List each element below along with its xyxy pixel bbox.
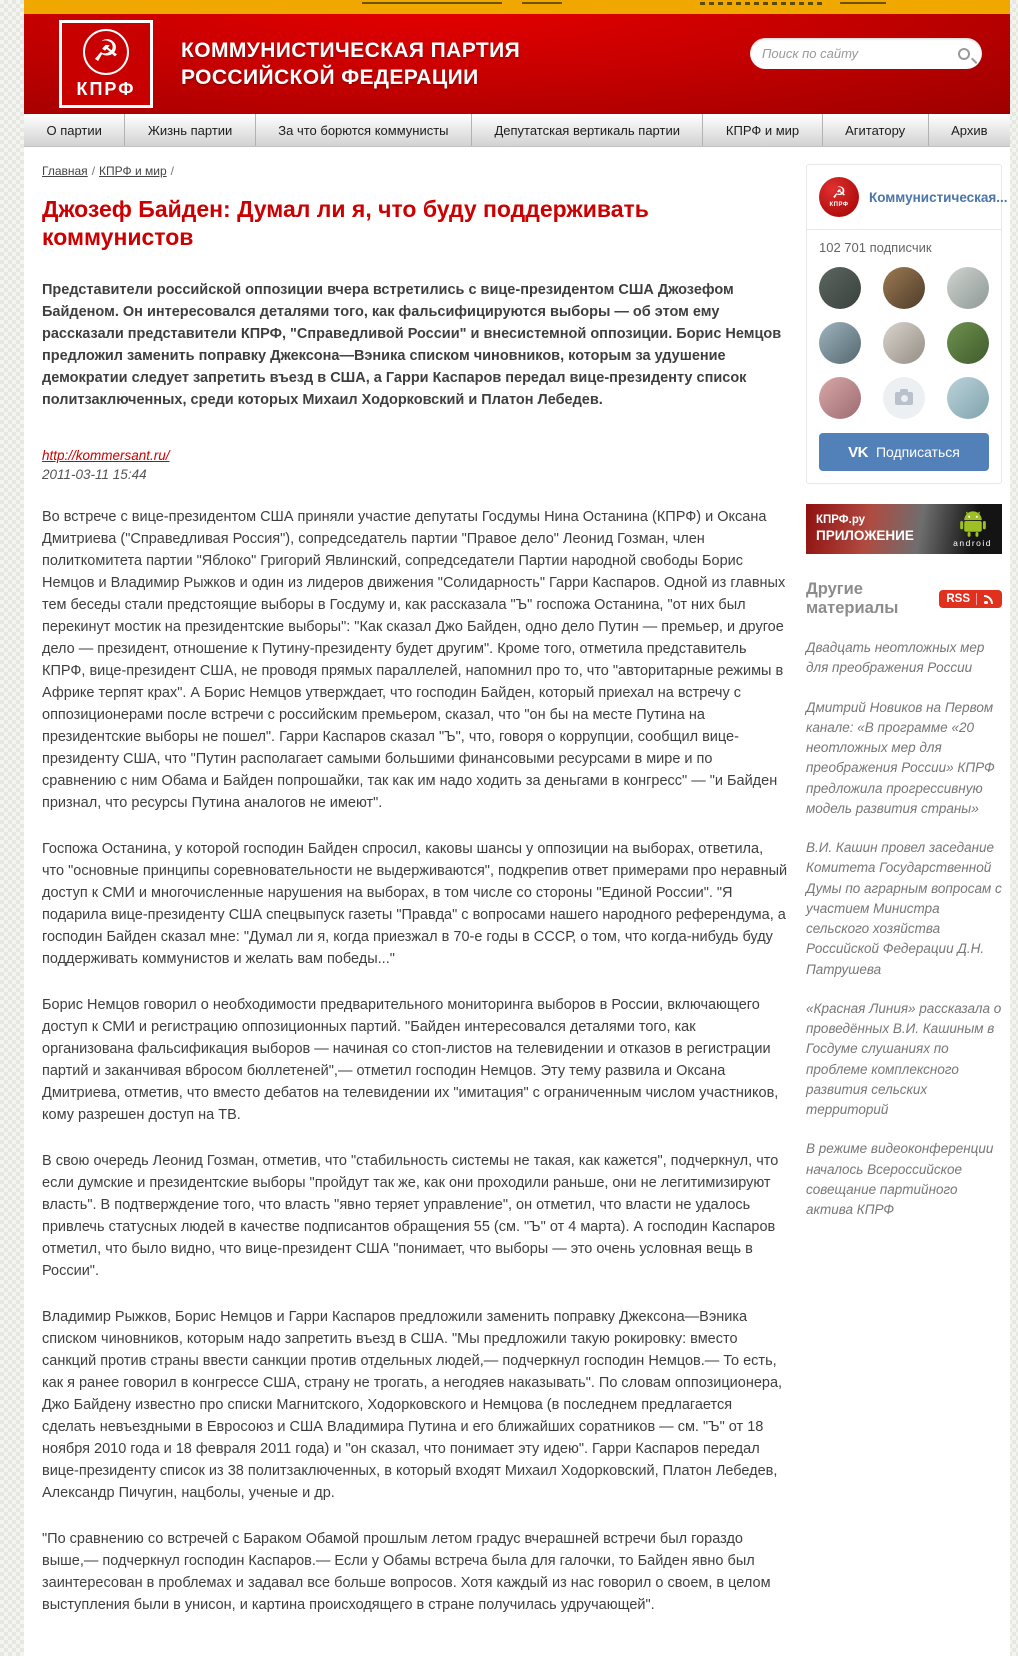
other-material-link[interactable]: В режиме видеоконференции началось Всероссийское совещание партийного актива КПРФ xyxy=(806,1141,994,1217)
page-container xyxy=(24,0,1010,1656)
vk-follower-avatar[interactable] xyxy=(819,322,861,364)
app-banner-text xyxy=(816,513,914,544)
vk-follower-avatar[interactable] xyxy=(883,322,925,364)
nav-item-party-life[interactable]: Жизнь партии xyxy=(125,114,255,146)
source-link[interactable]: http://kommersant.ru/ xyxy=(42,448,170,464)
site-title-line1: КОММУНИСТИЧЕСКАЯ ПАРТИЯ xyxy=(181,38,521,62)
other-materials-list xyxy=(806,638,1002,1220)
vk-followers-count: 102 701 подписчик xyxy=(819,240,932,255)
cropped-link-fragment xyxy=(362,2,502,4)
cropped-link-fragment xyxy=(840,2,886,4)
article-paragraph: "По сравнению со встречей с Бараком Обамой прошлым летом градус вчерашней встречи был гораздо выше,— подчеркнул господин Каспаров.— Если у Обамы встреча была для галочки, то Байден явно был заинтересован в проблемах и задавал все больше вопросов. Хотя каждый из нас говорил о своем, в целом выступления были в унисон, и картина происходящего в стране получилась удручающей". xyxy=(42,1531,771,1614)
breadcrumb-section-link[interactable]: КПРФ и мир xyxy=(99,164,167,178)
mobile-app-banner[interactable] xyxy=(806,504,1002,554)
vk-logo-icon: VK xyxy=(848,443,868,461)
breadcrumb-home-link[interactable]: Главная xyxy=(42,164,88,178)
vk-community-avatar[interactable] xyxy=(819,177,859,217)
vk-follower-avatar[interactable] xyxy=(947,377,989,419)
sidebar xyxy=(806,164,1008,1616)
article-paragraph: Борис Немцов говорил о необходимости предварительного мониторинга выборов в России, включающего доступ к СМИ и регистрацию оппозиционных партий. "Байден интересовался деталями того, как организована фальсификация выборов — начиная со стоп-листов на телевидении и отказов в регистрации партий и заканчивая вбросом бюллетеней",— отметил господин Немцов. Эту тему развила и Оксана Дмитриева, отметив, что вместо дебатов на телевидении их "имитация" с ограниченным числом участников, кому разрешен доступ на ТВ. xyxy=(42,997,779,1124)
article-paragraph: Владимир Рыжков, Борис Немцов и Гарри Каспаров предложили заменить поправку Джексона—Вэника списком чиновников, которым надо запретить въезд в США. "Мы предложили такую рокировку: вместо санкций против страны ввести санкции против отдельных людей,— подчеркнул господин Немцов.— То есть, как я ранее говорил в конгрессе США, страну не трогать, а негодяев наказывать". По словам оппозиционера, Джо Байдену известно про списки Магнитского, Ходорковского и Немцова (в последнем предлагается сделать невъездными в Евросоюз и США Владимира Путина и его ближайших соратников — см. "Ъ" от 18 ноября 2010 года и 18 февраля 2011 года) и "он сказал, что понимает эту идею". Гарри Каспаров передал вице-президенту список из 38 политзаключенных, в который входят Михаил Ходорковский, Платон Лебедев, Александр Пичугин, нацболы, ученые и др. xyxy=(42,1309,783,1502)
nav-item-what-communists-fight-for[interactable]: За что борются коммунисты xyxy=(256,114,472,146)
breadcrumb xyxy=(42,164,788,178)
nav-item-archive[interactable]: Архив xyxy=(951,122,988,138)
top-links-strip-cropped xyxy=(24,0,1010,14)
main-nav xyxy=(24,114,1010,147)
divider xyxy=(807,229,1001,230)
vk-avatar-abbr: КПРФ xyxy=(829,202,849,208)
breadcrumb-separator: / xyxy=(91,164,96,178)
article-paragraph: Госпожа Останина, у которой господин Байден спросил, каковы шансы у оппозиции на выборах, ответила, что "основные принципы соревновательности не выдерживаются", подкрепив ответ примерами про неравный доступ к СМИ и многочисленные нарушения на выборах, в том числе со стороны "Единой России". "Я подарила вице-президенту США спецвыпуск газеты "Правда" с вопросами нашего народного референдума, а господин Байден сказал мне: "Думал ли я, когда приезжал в 70-е годы в СССР, о том, что когда-нибудь буду поддерживать коммунистов и желать вам победы..." xyxy=(42,841,788,968)
app-banner-line1: КПРФ.ру xyxy=(816,514,866,527)
vk-widget-header xyxy=(819,177,1008,217)
other-materials-heading: Другие материалы xyxy=(806,580,899,617)
rss-label: RSS xyxy=(946,593,970,605)
camera-icon xyxy=(895,392,913,405)
article-title: Джозеф Байден: Думал ли я, что буду поддерживать коммунистов xyxy=(42,196,649,250)
breadcrumb-separator: / xyxy=(170,164,174,178)
nav-item-agitator[interactable]: Агитатору xyxy=(823,114,929,146)
other-materials-header xyxy=(806,580,1002,618)
article-lead: Представители российской оппозиции вчера встретились с вице-президентом США Джозефом Байденом. Он интересовался деталями того, как фальсифицируются выборы — об этом ему рассказали представители КПРФ, "Справедливой России" и внесистемной оппозиции. Борис Немцов предложил заменить поправку Джексона—Вэника списком чиновников, которым за удушение демократии следует запретить въезд в США, а Гарри Каспаров передал вице-президенту список политзаключенных, среди которых Михаил Ходорковский и Платон Лебедев. xyxy=(42,282,782,409)
vk-community-widget xyxy=(806,164,1008,484)
article-date: 2011-03-11 15:44 xyxy=(42,467,147,483)
search-icon[interactable] xyxy=(958,48,970,60)
article-paragraph: В свою очередь Леонид Гозман, отметив, что "стабильность системы не такая, как кажется", подчеркнул, что если думские и президентские выборы "пройдут так же, как они проходили раньше, они не легитимизируют власть". В подтверждение того, что власть "явно теряет управление", он отметил, что власти не удалось привлечь статусных людей в качестве подписантов обращения 55 (см. "Ъ" от 4 марта). А господин Каспаров отметил, что было видно, что вице-президент США "понимает, что выборы — это очень условная вещь в России". xyxy=(42,1153,779,1280)
hammer-sickle-icon: ☭ xyxy=(83,29,129,75)
vk-follower-avatar[interactable] xyxy=(883,267,925,309)
vk-follower-avatar-placeholder[interactable] xyxy=(883,377,925,419)
vk-follower-avatar[interactable] xyxy=(947,267,989,309)
other-material-link[interactable]: Дмитрий Новиков на Первом канале: «В программе «20 неотложных мер для преображения России» КПРФ предложила прогрессивную модель развития страны» xyxy=(806,699,995,816)
site-title-line2: РОССИЙСКОЙ ФЕДЕРАЦИИ xyxy=(181,66,479,89)
nav-item-kprf-and-world[interactable]: КПРФ и мир xyxy=(703,114,822,146)
search-input[interactable] xyxy=(762,46,958,61)
article-meta xyxy=(42,447,788,482)
hammer-sickle-icon: ☭ xyxy=(831,185,847,202)
nav-item-about[interactable]: О партии xyxy=(24,114,125,146)
divider xyxy=(976,593,977,605)
nav-item-deputy-vertical[interactable]: Депутатская вертикаль партии xyxy=(472,114,703,146)
vk-follower-avatar[interactable] xyxy=(819,377,861,419)
android-wordmark: android xyxy=(953,538,992,548)
other-material-link[interactable]: «Красная Линия» рассказала о проведённых В.И. Кашиным в Госдуме слушаниях по проблеме комплексного развития сельских территорий xyxy=(806,1000,1002,1117)
site-header xyxy=(24,14,1010,114)
rss-feed-icon xyxy=(983,593,995,605)
vk-follower-avatar[interactable] xyxy=(947,322,989,364)
search-box xyxy=(750,38,982,69)
site-title xyxy=(181,37,520,92)
kprf-logo[interactable] xyxy=(59,20,153,108)
article-paragraph: Во встрече с вице-президентом США приняли участие депутаты Госдумы Нина Останина (КПРФ) и Оксана Дмитриева ("Справедливая Россия"), сопредседатель партии "Правое дело" Леонид Гозман, член политкомитета партии "Яблоко" Григорий Явлинский, сопредседатели Партии народной свободы Борис Немцов и Владимир Рыжков и один из лидеров движения "Солидарность" Гарри Каспаров. Одной из главных тем беседы стали предстоящие выборы в Госдуму и, как рассказала "Ъ" госпожа Останина, "от них был перекинут мостик на президентские выборы": "Как сказал Джо Байден, одно дело Путин — премьер, и другое дело — президент, отношение к Путину-президенту будет другим". Кроме того, отметила представитель КПРФ, вице-президент США, не проводя прямых параллелей, напомнил про то, что "авторитарные режимы в Африке терпят крах". А Борис Немцов утверждает, что господин Байден, который приехал на встречу с оппозиционерами после встречи с российским премьером, сказал, что "он бы на месте Путина на президентские выборы не пошел". Гарри Каспаров сказал "Ъ", что, говоря о коррупции, сообщил вице-президенту США, что "Путин располагает самыми большими финансовыми ресурсами в мире и по сравнению с ним Обама и Байден попрошайки, так как им надо ходить за деньгами в конгресс" — "и Байден признал, что ресурсы Путина аналогов не имеют". xyxy=(42,509,786,812)
vk-follower-avatar[interactable] xyxy=(819,267,861,309)
cropped-link-fragment xyxy=(522,2,562,4)
other-material-link[interactable]: В.И. Кашин провел заседание Комитета Государственной Думы по аграрным вопросам с участием Министра сельского хозяйства Российской Федерации Д.Н. Патрушева xyxy=(806,840,1002,977)
android-logo xyxy=(953,510,992,548)
logo-abbr: КПРФ xyxy=(76,78,136,99)
android-robot-icon xyxy=(959,510,987,537)
article-column xyxy=(42,164,788,1616)
vk-community-name[interactable]: Коммунистическая... xyxy=(869,189,1008,205)
vk-subscribe-button[interactable] xyxy=(819,433,989,471)
content-area xyxy=(24,147,1010,1656)
app-banner-line2: ПРИЛОЖЕНИЕ xyxy=(816,527,914,543)
vk-subscribe-label: Подписаться xyxy=(875,444,960,460)
cropped-link-fragment xyxy=(700,2,825,5)
other-material-link[interactable]: Двадцать неотложных мер для преображения России xyxy=(806,640,985,676)
vk-followers-grid xyxy=(819,267,989,419)
rss-button[interactable] xyxy=(939,590,1002,608)
